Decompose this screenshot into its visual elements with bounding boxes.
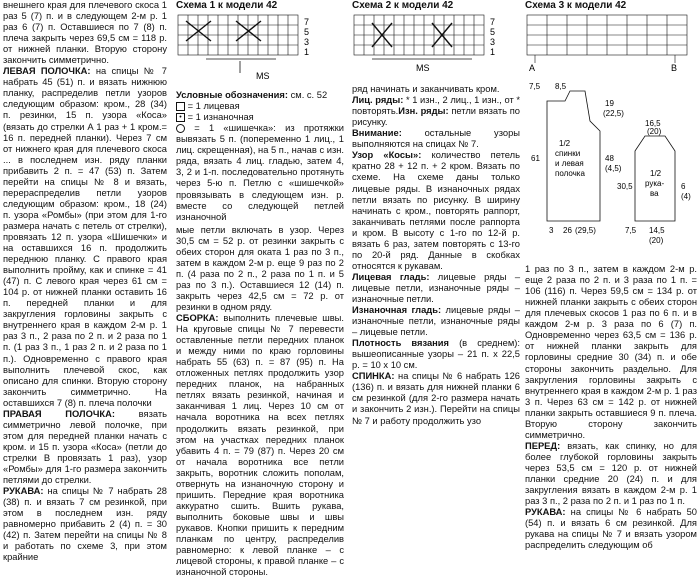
right-front-section	[3, 409, 167, 486]
back-label-3: и левая	[555, 159, 584, 169]
legend	[176, 90, 344, 223]
reverse-stockinette-section	[352, 305, 520, 338]
chart2-row-3: 3	[490, 37, 496, 48]
back-dim-8-5: 8,5	[555, 82, 567, 92]
chart2-repeat-label: MS	[416, 63, 430, 74]
col2-paragraph-1: мые петли включать в узор. Через 30,5 см = 52 р. от резинки закрыть с обеих сторон для оката 1 раз по 3 п., затем в каждом 2-м р. еще 9 раз по 2 п. (4 раза по 2 п., 2 раза по 1 п. и 5 раз по 3 п.). Оставшиеся 12 (14) п. закрыть через 42,5 см = 72 р. от резинки в одном ряду.	[176, 224, 344, 312]
sleeve-dim-20-top: (20)	[647, 127, 662, 137]
legend-bobble: = 1 «шишечка»: из протяжки вывязать 5 п. (попеременно 1 лиц., 1 лиц. скрещенная), на 5 п., начав с изн. ряда, вязать 4 лиц. гладью, затем 4, 3, 2 и 1-п. последовательно протянуть через 5-ю п. Петлю с «шишечкой» провязывать в следующем изн. р. вместе со следующей петлей изнаночной	[176, 123, 344, 222]
back-dim-29-5: (29,5)	[575, 226, 596, 236]
sleeve-label-1: 1/2	[650, 169, 662, 179]
chart3-and-pattern	[525, 11, 697, 261]
reverse-stockinette-heading: Изнаночная гладь:	[352, 305, 442, 316]
front-section	[525, 441, 697, 507]
sleeve-dim-7-5: 7,5	[625, 226, 637, 236]
chart1-row-5: 5	[304, 27, 310, 38]
back-label-4: полочка	[555, 169, 585, 179]
sleeve-dim-4: (4)	[681, 192, 691, 202]
back-label-2: спинки	[555, 149, 581, 159]
back-label-1: 1/2	[559, 139, 571, 149]
sleeve-dim-30-5: 30,5	[617, 182, 633, 192]
back-dim-61: 61	[531, 154, 540, 164]
chart2-row-5: 5	[490, 27, 496, 38]
sleeves-text: на спицы № 7 набрать 28 (38) п. и вязать 7 см резинкой, при этом в последнем изн. ряду равномерно прибавить 2 (4) п. = 30 (42) п. Затем перейти на спицы № 8 и работать по схеме 3, при этом крайние	[3, 486, 167, 563]
chart2-row-7: 7	[490, 17, 496, 28]
attention-section	[352, 128, 520, 150]
sleeves2-section	[525, 507, 697, 551]
braids-text: количество петель кратно 28 + 12 п. + 2 кром. Вязать по схеме. На схеме даны только лицевые ряды. В изнаночных рядах петли вязать по рисунку. В ширину начинать с кром., повторять раппорт, заканчивать петлями после раппорта и кром. В высоту с 1-го по 12-й р. вязать 6 раз, затем повторять с 13-го по 20-й ряд. Данные в скобках относятся к рукавам.	[352, 150, 520, 271]
sleeve-dim-20-bottom: (20)	[649, 236, 664, 246]
sleeves-heading: РУКАВА:	[3, 486, 44, 497]
chart3-arrow-a: A	[529, 63, 536, 74]
legend-purl: = 1 изнаночная	[185, 112, 254, 123]
legend-knit-icon	[176, 102, 185, 111]
purl-rows-text: петли вязать по рисунку.	[352, 106, 520, 128]
chart3-arrow-b: B	[671, 63, 678, 74]
stockinette-heading: Лицевая гладь:	[352, 271, 430, 282]
back-text: на спицы № 6 набрать 126 (136) п. и вязать для нижней планки 6 см резинкой (для 2-го размера начать и закончить 2 изн.). Перейти на спицы № 7 и работу продолжить узо	[352, 371, 520, 426]
chart1-row-3: 3	[304, 37, 310, 48]
sleeve-label-2: рука-	[645, 179, 665, 189]
legend-purl-icon: •	[176, 113, 185, 122]
assembly-heading: СБОРКА:	[176, 313, 219, 324]
legend-title: Условные обозначения:	[176, 90, 288, 101]
back-dim-19: 19	[605, 99, 614, 109]
back-heading: СПИНКА:	[352, 371, 395, 382]
col4-paragraph-1: 1 раз по 3 п., затем в каждом 2-м р. еще 2 раза по 2 п. и 3 раза по 1 п. = 106 (116) п. Через 59,5 см = 134 р. от нижней планки закрыть с обеих сторон для плечевых скосов 1 раз по 6 п. и в каждом 2-м р. 3 раза по 6 (7) п. Одновременно через 63,5 см = 136 р. от нижней планки закрыть для горловины средние 30 (34) п. и обе стороны закончить раздельно. Для закругления горловины закрыть с внутреннего края в каждом 2-м р. 1 раз 3 п. Через 63 см = 142 р. от нижней планки закрыть оставшиеся 9 п. плеча. Вторую сторону закончить симметрично.	[525, 264, 697, 440]
back-section	[352, 371, 520, 426]
legend-bobble-icon	[176, 124, 185, 133]
left-front-heading: ЛЕВАЯ ПОЛОЧКА:	[3, 66, 91, 77]
column-1	[3, 0, 167, 563]
braids-heading: Узор «Косы»:	[352, 150, 422, 161]
back-dim-26: 26	[563, 226, 572, 236]
back-dim-3: 3	[549, 226, 554, 236]
attention-heading: Внимание:	[352, 128, 402, 139]
assembly-text: выполнить плечевые швы. На круговые спицы № 7 перевести оставленные петли передних планок и между ними по краю горловины набрать 55 (63) п. = 87 (95) п. На отложенных петлях продолжить узор передних планок, на набранных петлях вязать резинкой, начиная и заканчивая 1 лиц. Через 10 см от начала воротника на всех петлях продолжить вязать резинкой, при этом на участках передних планок убавить 4 п. = 79 (87) п. Через 20 см от начала воротника все петли закрыть, воротник сложить пополам, отвернуть на изнаночную сторону и пришить. Передние края воротника аккуратно сшить. Вшить рукава, выполнить боковые швы и швы рукавов. Кнопки пришить к передним планкам по центру, распределив равномерно: к левой планке – с лицевой стороны, к правой планке – с изнаночной стороны.	[176, 313, 344, 578]
knit-rows-section	[352, 95, 520, 128]
front-heading: ПЕРЕД:	[525, 440, 561, 451]
sleeves2-text: на спицы № 6 набрать 50 (54) п. и вязать 6 см резинкой. Для рукава на спицы № 7 и вязать узором распределить следующим об	[525, 507, 697, 551]
right-front-text: вязать симметрично левой полочке, при этом для передней планки начать с кром. и 15 п. узора «Коса» (петли до стрелки В провязать 1 раз), узор «Ромбы» для 1-го размера закончить петлями до стрелки.	[3, 408, 168, 486]
back-dim-22-5: (22,5)	[603, 109, 624, 119]
assembly-section	[176, 313, 344, 578]
col1-paragraph-1: внешнего края для плечевого скоса 1 раз 5 (7) п. и в следующем 2-м р. 1 раз 6 (7) п. Оставшиеся по 7 (8) п. плеча закрыть через 69,5 см = 118 р. от нижней планки. Вторую сторону закончить симметрично.	[3, 0, 167, 66]
purl-rows-heading: Изн. ряды:	[398, 106, 449, 117]
legend-knit: = 1 лицевая	[185, 101, 240, 112]
right-front-heading: ПРАВАЯ ПОЛОЧКА:	[3, 408, 115, 419]
chart2-row-1: 1	[490, 47, 496, 58]
chart1-repeat-label: MS	[256, 71, 270, 82]
back-dim-4-5: (4,5)	[605, 164, 622, 174]
gauge-text: (в среднем): вышеописанные узоры – 21 п. х 22,5 р. = 10 х 10 см.	[352, 338, 520, 371]
sleeve-label-3: ва	[650, 189, 659, 199]
chart2-grid	[352, 11, 520, 81]
gauge-section	[352, 338, 520, 371]
braids-section	[352, 150, 520, 272]
stockinette-section	[352, 272, 520, 305]
chart2-title: Схема 2 к модели 42	[352, 0, 454, 11]
chart3-title: Схема 3 к модели 42	[525, 0, 627, 11]
back-dim-48: 48	[605, 154, 614, 164]
attention-text: остальные узоры выполняются на спицах № 7.	[352, 128, 520, 150]
left-front-text: на спицы № 7 набрать 45 (51) п. и вязать нижнюю планку, распределив петли узоров следующим образом: кром., 28 (34) п. резинки, 15 п. узора «Коса» (вязать до стрелки А 1 раз + 1 кром.= 16 п. передней планки). Через 7 см от нижнего края для плечевого скоса ... в последнем изн. ряду планки прибавить 2 п. = 47 (53) п. Затем перейти на спицы № 8 и вязать, перераспределив петли узоров следующим образом: кром., 18 (24) п. узора «Ромбы» (при этом для 1-го размера начать с петель от стрелки), провязать 12 п. узора «Шишечки» и на оставшихся 16 п. продолжить переднюю планку. С правого края выполнить пройму, как и спинке = 41 (47) п. С левого края через 61 см = 104 р. от нижней планки оставить 16 п. передней планки и для закругления горловины закрыть с внутреннего края в каждом 2-м р. 1 раз 3 п., 2 раза по 2 п. и 2 раза по 1 п. (1 раз 3 п., 1 раз 2 п. и 2 раза по 1 п.). Одновременно с правого края выполнить плечевой скос, как описано для спинки. Вторую сторону закончить симметрично. На оставшихся 7 (8) п. плеча полочки	[3, 66, 167, 408]
col3-paragraph-1: ряд начинать и заканчивать кром.	[352, 84, 500, 95]
chart1-grid	[176, 11, 344, 81]
sleeves-section	[3, 486, 167, 563]
left-front-section	[3, 66, 167, 408]
column-2	[176, 0, 344, 578]
stockinette-text: лицевые ряды – лицевые петли, изнаночные ряды – изнаночные петли.	[352, 271, 521, 304]
front-text: вязать, как спинку, но для более глубокой горловины закрыть через 53,5 см = 120 р. от нижней планки средние 20 (24) п. и для закругления вязать в каждом 2-м р. 1 раз 3 п., 2 раза по 2 п. и 1 раз по 1 п.	[525, 440, 697, 507]
sleeve-dim-16-5: 16,5	[645, 119, 661, 129]
reverse-stockinette-text: лицевые ряды – изнаночные петли, изнаночные ряды – лицевые петли.	[352, 305, 521, 338]
sleeves2-heading: РУКАВА:	[525, 507, 566, 518]
legend-title-suffix: см. с. 52	[288, 90, 328, 101]
back-dim-7-5: 7,5	[529, 82, 541, 92]
column-4	[525, 0, 697, 551]
column-3	[352, 0, 520, 427]
chart1-row-1: 1	[304, 47, 310, 58]
knit-rows-text: * 1 изн., 2 лиц., 1 изн., от * повторять.	[352, 95, 520, 117]
sleeve-dim-14-5: 14,5	[649, 226, 665, 236]
chart1-row-7: 7	[304, 17, 310, 28]
sleeve-dim-6: 6	[681, 182, 686, 192]
gauge-heading: Плотность вязания	[352, 338, 450, 349]
knit-rows-heading: Лиц. ряды:	[352, 95, 404, 106]
chart1-title: Схема 1 к модели 42	[176, 0, 278, 11]
